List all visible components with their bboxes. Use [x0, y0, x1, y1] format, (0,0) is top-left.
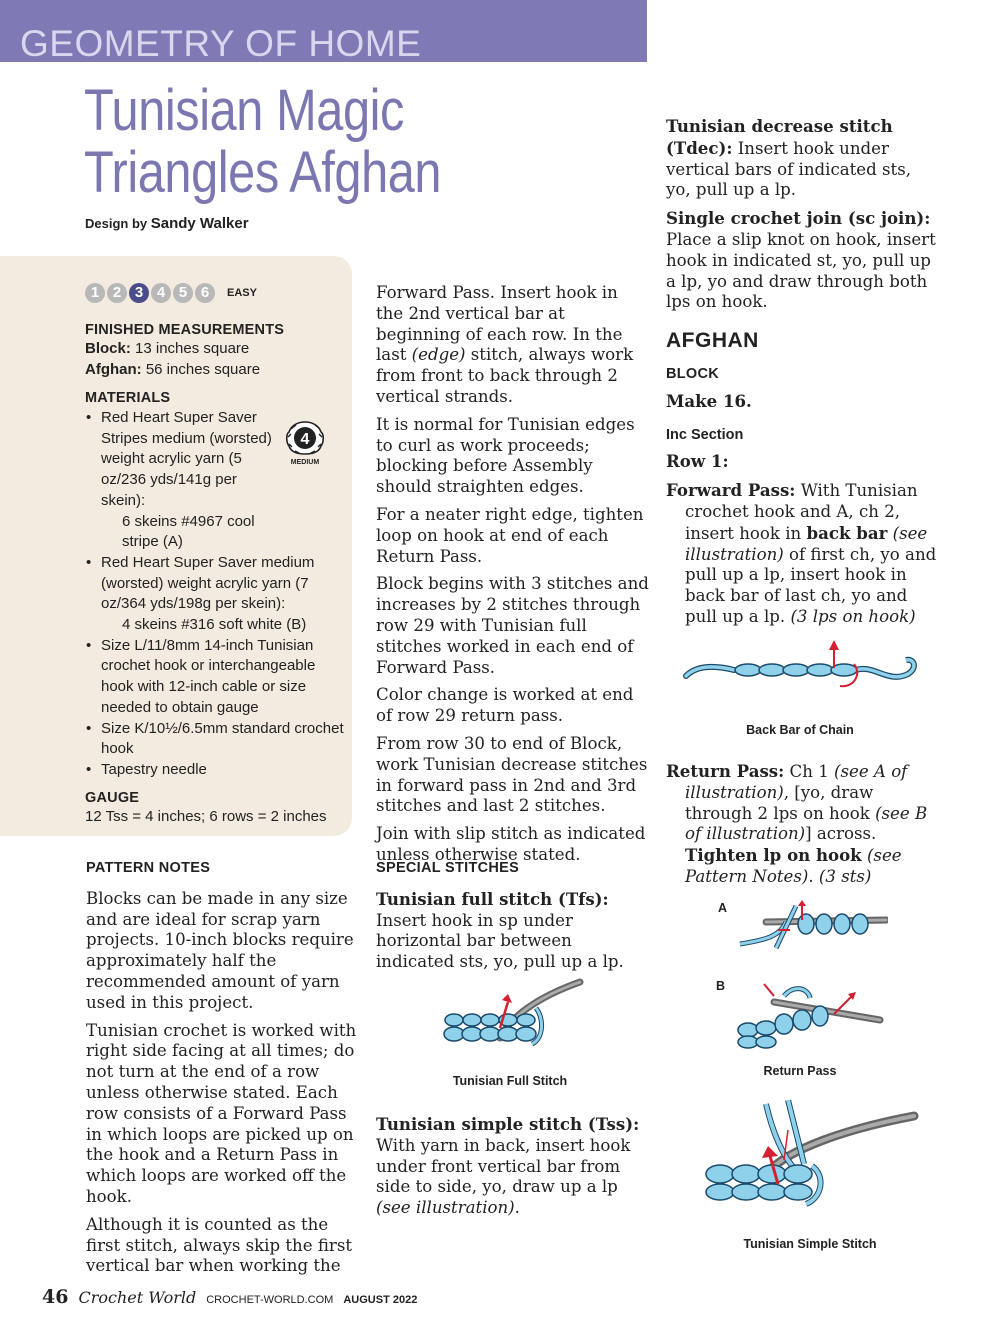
skill-label: EASY	[227, 287, 257, 299]
svg-text:4: 4	[300, 431, 310, 448]
tunisian-simple-stitch-illustration	[700, 1100, 922, 1210]
list-item: • Size K/10½/6.5mm standard crochet hook	[85, 719, 347, 760]
pattern-notes	[86, 858, 362, 1284]
return-pass-caption: Return Pass	[763, 1064, 837, 1078]
design-prefix: Design by	[85, 216, 148, 231]
col2-paragraph-1: Forward Pass. Insert hook in the 2nd vertical bar at beginning of each row. In the last (edge) stitch, always work from front to back through 2 vertical strands.	[376, 283, 634, 406]
inc-section-heading: Inc Section	[666, 426, 744, 443]
label-a: A	[718, 901, 728, 915]
tdec-definition: Tunisian decrease stitch (Tdec): Insert hook under vertical bars of indicated sts, yo, pull up a lp.	[666, 116, 911, 200]
col2-paragraph-3: For a neater right edge, tighten loop on hook at end of each Return Pass.	[376, 504, 644, 566]
tfs-caption: Tunisian Full Stitch	[452, 1074, 568, 1088]
section-title: GEOMETRY OF HOME	[20, 23, 422, 64]
notes-paragraph-3: Although it is counted as the first stitch, always skip the first vertical bar when working the	[86, 1214, 353, 1276]
skill-level-2: 2	[107, 283, 127, 303]
return-pass-b-illustration	[734, 980, 884, 1052]
list-item: • Tapestry needle	[85, 760, 347, 781]
page-number: 46	[42, 1286, 69, 1308]
skill-level	[85, 282, 347, 304]
info-sidebar	[0, 256, 352, 836]
pattern-notes-heading: PATTERN NOTES	[86, 860, 211, 876]
back-bar-illustration	[678, 634, 924, 694]
tunisian-full-stitch-illustration	[440, 978, 590, 1050]
designer-name: Sandy Walker	[150, 215, 249, 232]
magazine-name: Crochet World	[78, 1288, 197, 1307]
tss-definition: Tunisian simple stitch (Tss): With yarn in back, insert hook under front vertical bar from side to side, yo, draw up a lp (see illustration).	[376, 1114, 640, 1218]
special-stitches	[376, 858, 650, 980]
afghan-measure: Afghan: 56 inches square	[85, 361, 261, 378]
notes-paragraph-1: Blocks can be made in any size and are ideal for scrap yarn projects. 10-inch blocks require approximately half the recommended amount of yarn used in this project.	[86, 888, 354, 1012]
section-banner	[0, 0, 647, 62]
col2-paragraph-7: Join with slip stitch as indicated unless otherwise stated.	[376, 824, 646, 864]
notes-paragraph-2: Tunisian crochet is worked with right side facing at all times; do not turn at the end of a row unless otherwise stated. Each row consists of a Forward Pass in which loops are picked up on the hook and a Return Pass in which loops are worked off the hook.	[86, 1020, 357, 1206]
make-count: Make 16.	[666, 390, 752, 411]
skill-level-3: 3	[129, 283, 149, 303]
backbar-caption: Back Bar of Chain	[746, 723, 854, 737]
list-item: • Size L/11/8mm 14-inch Tunisian crochet hook or interchangeable hook with 12-inch cable or size needed to obtain gauge	[85, 636, 347, 719]
skill-level-4: 4	[151, 283, 171, 303]
block-heading: BLOCK	[666, 365, 720, 382]
finished-heading: FINISHED MEASUREMENTS	[85, 322, 285, 338]
tss-caption: Tunisian Simple Stitch	[743, 1237, 877, 1251]
gauge-text: 12 Tss = 4 inches; 6 rows = 2 inches	[85, 807, 327, 825]
col2-paragraph-2: It is normal for Tunisian edges to curl as work proceeds; blocking before Assembly should straighten edges.	[376, 414, 635, 497]
skill-level-1: 1	[85, 283, 105, 303]
return-pass-instruction: Return Pass: Ch 1 (see A of illustration), [yo, draw through 2 lps on hook (see B of illustration)] across. Tighten lp on hook (see Pattern Notes). (3 sts)	[666, 761, 928, 886]
afghan-heading: AFGHAN	[666, 329, 759, 353]
col2-paragraph-6: From row 30 to end of Block, work Tunisian decrease stitches in forward pass in 2nd and 3rd stitches and last 2 stitches.	[376, 733, 648, 816]
tfs-definition: Tunisian full stitch (Tfs): Insert hook in sp under horizontal bar between indicated sts, yo, pull up a lp.	[376, 888, 624, 972]
magazine-url: CROCHET-WORLD.COM	[206, 1294, 334, 1306]
label-b: B	[716, 979, 726, 993]
title-line-1: Tunisian Magic	[84, 78, 404, 143]
yarn-weight-icon	[285, 420, 325, 466]
skill-level-6: 6	[195, 283, 215, 303]
column-2	[376, 283, 650, 873]
svg-text:MEDIUM: MEDIUM	[290, 459, 320, 466]
designer-credit	[85, 215, 249, 232]
forward-pass-instruction: Forward Pass: With Tunisian crochet hook and A, ch 2, insert hook in back bar (see illustration) of first ch, yo and pull up a lp, insert hook in back bar of last ch, yo and pull up a lp. (3 lps on hook)	[666, 480, 937, 626]
page-title	[84, 80, 441, 204]
column-3	[666, 116, 940, 635]
title-line-2: Triangles Afghan	[84, 140, 442, 205]
block-measure: Block: 13 inches square	[85, 340, 250, 357]
list-item: • Red Heart Super Saver Stripes medium (worsted) weight acrylic yarn (5 oz/236 yds/141g per skein): 6 skeins #4967 cool stripe (A)	[85, 408, 347, 553]
gauge-heading: GAUGE	[85, 789, 140, 806]
special-stitches-heading: SPECIAL STITCHES	[376, 860, 520, 876]
row-1-label: Row 1:	[666, 451, 729, 472]
issue-date: AUGUST 2022	[343, 1294, 418, 1306]
list-item: • Red Heart Super Saver medium (worsted) weight acrylic yarn (7 oz/364 yds/198g per skein): 4 skeins #316 soft white (B)	[85, 553, 347, 636]
scjoin-definition: Single crochet join (sc join): Place a slip knot on hook, insert hook in indicated st, yo, pull up a lp, yo and draw through both lps on hook.	[666, 208, 936, 312]
col2-paragraph-4: Block begins with 3 stitches and increases by 2 stitches through row 29 with Tunisian full stitches worked in each end of Forward Pass.	[376, 574, 649, 677]
page-footer	[42, 1286, 417, 1308]
col2-paragraph-5: Color change is worked at end of row 29 return pass.	[376, 685, 634, 726]
return-pass-a-illustration	[736, 900, 888, 954]
materials-heading: MATERIALS	[85, 390, 171, 406]
skill-level-5: 5	[173, 283, 193, 303]
